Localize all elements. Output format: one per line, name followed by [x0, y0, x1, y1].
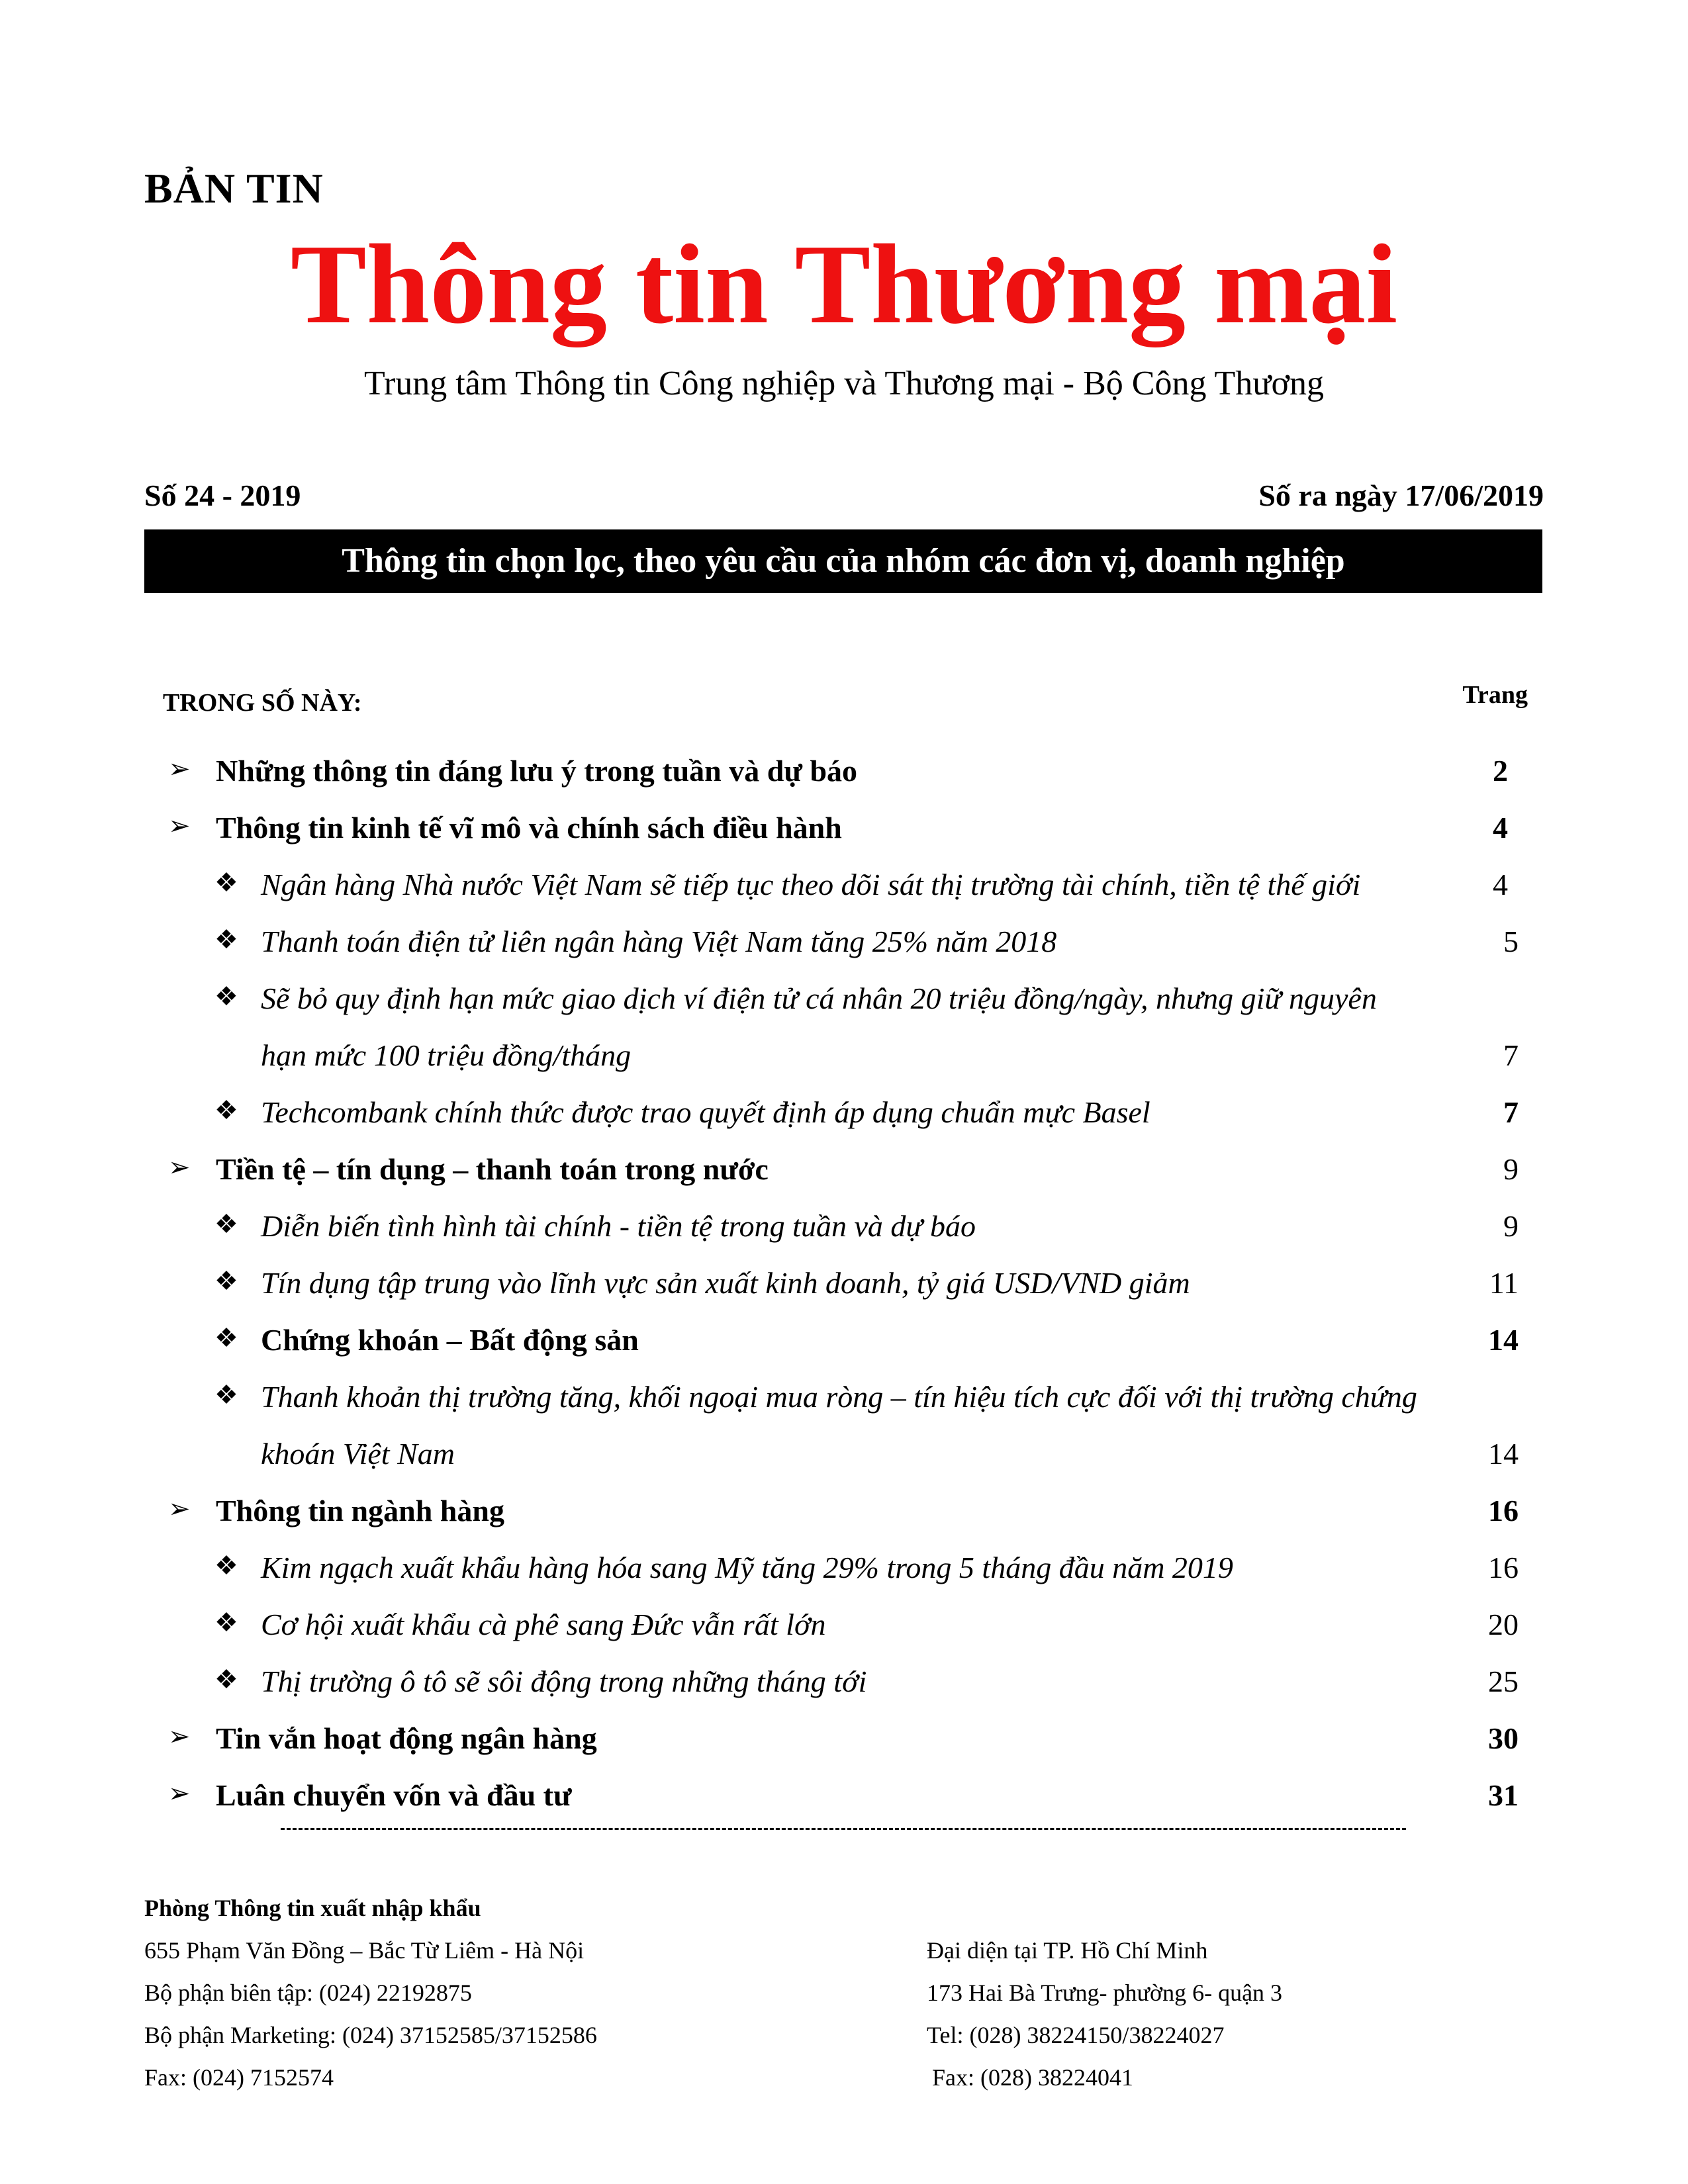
publisher-line: Trung tâm Thông tin Công nghiệp và Thương mại - Bộ Công Thương — [364, 365, 1324, 402]
toc-item-page: 11 — [1489, 1266, 1519, 1300]
toc-item[interactable] — [0, 1778, 1688, 1835]
arrow-bullet-icon: ➢ — [168, 754, 191, 784]
toc-item-label: Kim ngạch xuất khẩu hàng hóa sang Mỹ tăng 29% trong 5 tháng đầu năm 2019 — [261, 1551, 1233, 1584]
diamond-bullet-icon: ❖ — [214, 1095, 238, 1125]
toc-item-label: Những thông tin đáng lưu ý trong tuần và dự báo — [216, 754, 858, 788]
toc-item[interactable] — [0, 1152, 1688, 1208]
footer-address-hcm: 173 Hai Bà Trưng- phường 6- quận 3 — [927, 1979, 1283, 2006]
issue-number: Số 24 - 2019 — [144, 478, 301, 512]
toc-item-page: 9 — [1503, 1152, 1519, 1186]
diamond-bullet-icon: ❖ — [214, 1380, 238, 1410]
toc-item-label: Luân chuyển vốn và đầu tư — [216, 1778, 572, 1812]
toc-item-page: 4 — [1493, 868, 1508, 901]
arrow-bullet-icon: ➢ — [168, 811, 191, 841]
toc-item-label: Chứng khoán – Bất động sản — [261, 1323, 639, 1357]
toc-item[interactable] — [0, 1607, 1688, 1664]
diamond-bullet-icon: ❖ — [214, 1323, 238, 1353]
toc-item-continuation[interactable] — [0, 1436, 1688, 1493]
toc-item[interactable] — [0, 753, 1688, 810]
toc-item[interactable] — [0, 981, 1688, 1038]
toc-item-label: Thị trường ô tô sẽ sôi động trong những tháng tới — [261, 1664, 867, 1698]
toc-page-heading: Trang — [1462, 681, 1528, 709]
toc-item[interactable] — [0, 1322, 1688, 1379]
toc-item-page: 16 — [1488, 1494, 1519, 1527]
diamond-bullet-icon: ❖ — [214, 1551, 238, 1580]
toc-item-label-continued: hạn mức 100 triệu đồng/tháng — [261, 1038, 632, 1072]
toc-item-page: 14 — [1488, 1437, 1519, 1471]
newsletter-title: Thông tin Thương mại — [290, 222, 1398, 347]
toc-item-label: Thanh khoản thị trường tăng, khối ngoại mua ròng – tín hiệu tích cực đối với thị trường chứng — [261, 1380, 1417, 1414]
toc-heading: TRONG SỐ NÀY: — [163, 689, 362, 717]
toc-item-label: Sẽ bỏ quy định hạn mức giao dịch ví điện tử cá nhân 20 triệu đồng/ngày, nhưng giữ nguyên — [261, 981, 1377, 1015]
toc-item[interactable] — [0, 1721, 1688, 1778]
diamond-bullet-icon: ❖ — [214, 1608, 238, 1637]
bulletin-label: BẢN TIN — [144, 165, 324, 212]
toc-item-continuation[interactable] — [0, 1038, 1688, 1095]
banner: Thông tin chọn lọc, theo yêu cầu của nhóm các đơn vị, doanh nghiệp — [144, 529, 1542, 593]
toc-item[interactable] — [0, 1265, 1688, 1322]
toc-item-page: 30 — [1488, 1721, 1519, 1755]
footer-hcm-office: Đại diện tại TP. Hồ Chí Minh — [927, 1937, 1208, 1964]
toc-item-label: Thông tin kinh tế vĩ mô và chính sách điều hành — [216, 811, 842, 844]
toc-item[interactable] — [0, 1095, 1688, 1152]
footer-marketing-phone: Bộ phận Marketing: (024) 37152585/37152586 — [144, 2022, 597, 2048]
toc-item[interactable] — [0, 1664, 1688, 1721]
toc-item[interactable] — [0, 1208, 1688, 1265]
toc-item[interactable] — [0, 924, 1688, 981]
dashed-divider — [281, 1828, 1406, 1830]
arrow-bullet-icon: ➢ — [168, 1721, 191, 1751]
toc-item-page: 5 — [1503, 925, 1519, 958]
toc-item-label: Thông tin ngành hàng — [216, 1494, 504, 1527]
diamond-bullet-icon: ❖ — [214, 1664, 238, 1694]
footer-fax-hcm: Fax: (028) 38224041 — [932, 2064, 1133, 2091]
footer-fax-hanoi: Fax: (024) 7152574 — [144, 2064, 334, 2091]
arrow-bullet-icon: ➢ — [168, 1152, 191, 1182]
toc-item-page: 9 — [1503, 1209, 1519, 1243]
toc-item-label: Ngân hàng Nhà nước Việt Nam sẽ tiếp tục theo dõi sát thị trường tài chính, tiền tệ thế giới — [261, 868, 1361, 901]
diamond-bullet-icon: ❖ — [214, 1209, 238, 1239]
diamond-bullet-icon: ❖ — [214, 981, 238, 1011]
toc-item-page: 25 — [1488, 1664, 1519, 1698]
toc-item-label: Thanh toán điện tử liên ngân hàng Việt Nam tăng 25% năm 2018 — [261, 925, 1057, 958]
toc-item-label: Tiền tệ – tín dụng – thanh toán trong nước — [216, 1152, 769, 1186]
issue-date: Số ra ngày 17/06/2019 — [1258, 478, 1544, 512]
diamond-bullet-icon: ❖ — [214, 925, 238, 954]
toc-item-page: 14 — [1488, 1323, 1519, 1357]
toc-item[interactable] — [0, 810, 1688, 867]
toc-item-label-continued: khoán Việt Nam — [261, 1437, 455, 1471]
diamond-bullet-icon: ❖ — [214, 1266, 238, 1296]
footer-editorial-phone: Bộ phận biên tập: (024) 22192875 — [144, 1979, 472, 2006]
toc-item[interactable] — [0, 1379, 1688, 1436]
toc-item-page: 7 — [1503, 1095, 1519, 1129]
toc-item-page: 16 — [1488, 1551, 1519, 1584]
toc-item-label: Tín dụng tập trung vào lĩnh vực sản xuất kinh doanh, tỷ giá USD/VND giảm — [261, 1266, 1190, 1300]
toc-item-label: Cơ hội xuất khẩu cà phê sang Đức vẫn rất lớn — [261, 1608, 826, 1641]
toc-item-page: 20 — [1488, 1608, 1519, 1641]
footer-address-hanoi: 655 Phạm Văn Đồng – Bắc Từ Liêm - Hà Nội — [144, 1937, 585, 1964]
arrow-bullet-icon: ➢ — [168, 1778, 191, 1808]
toc-item-page: 2 — [1493, 754, 1508, 788]
diamond-bullet-icon: ❖ — [214, 868, 238, 897]
footer-department: Phòng Thông tin xuất nhập khẩu — [144, 1895, 481, 1921]
toc-item[interactable] — [0, 867, 1688, 924]
toc-item-page: 31 — [1488, 1778, 1519, 1812]
toc-item-label: Tin vắn hoạt động ngân hàng — [216, 1721, 597, 1755]
toc-item-label: Diễn biến tình hình tài chính - tiền tệ trong tuần và dự báo — [261, 1209, 976, 1243]
toc-item[interactable] — [0, 1550, 1688, 1607]
footer-tel-hcm: Tel: (028) 38224150/38224027 — [927, 2022, 1225, 2048]
toc-item-page: 4 — [1493, 811, 1508, 844]
toc-item[interactable] — [0, 1493, 1688, 1550]
toc-item-page: 7 — [1503, 1038, 1519, 1072]
arrow-bullet-icon: ➢ — [168, 1494, 191, 1524]
toc-item-label: Techcombank chính thức được trao quyết định áp dụng chuẩn mực Basel — [261, 1095, 1150, 1129]
